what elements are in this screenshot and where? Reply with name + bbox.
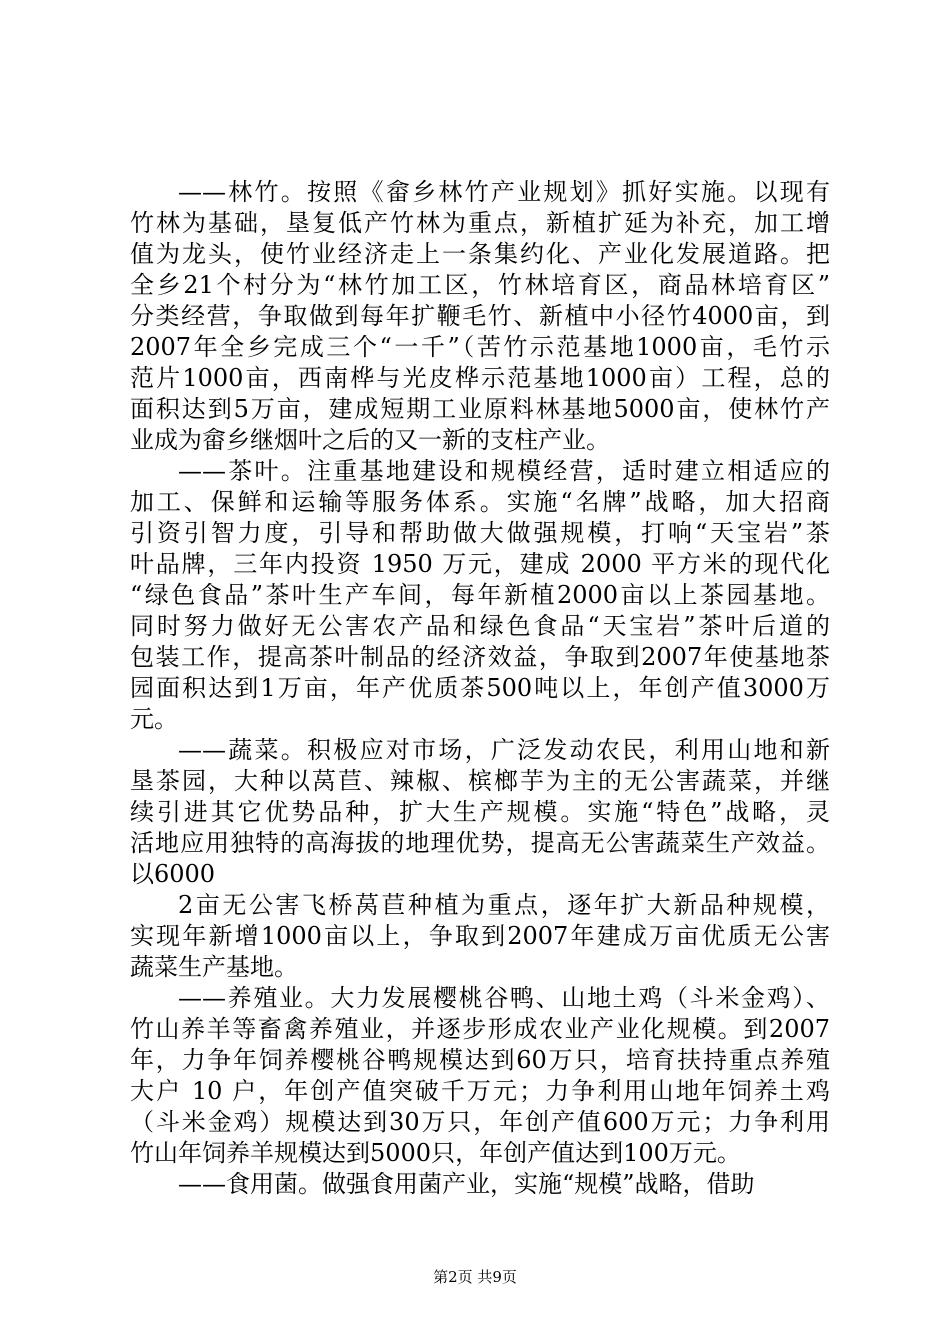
text-line: 叶品牌，三年内投资 1950 万元，建成 2000 平方米的现代化	[130, 550, 830, 578]
text-line: 引资引智力度，引导和帮助做大做强规模，打响“天宝岩”茶	[130, 519, 830, 547]
text-line: 元。	[130, 705, 178, 733]
text-line: 全乡21个村分为“林竹加工区，竹林培育区，商品林培育区”	[130, 271, 830, 299]
text-line: “绿色食品”茶叶生产车间，每年新植2000亩以上茶园基地。	[130, 581, 830, 609]
text-line: 2007年全乡完成三个“一千”（苦竹示范基地1000亩，毛竹示	[130, 333, 830, 361]
text-line: 2亩无公害飞桥莴苣种植为重点，逐年扩大新品种规模，	[178, 891, 830, 919]
text-line: 值为龙头，使竹业经济走上一条集约化、产业化发展道路。把	[130, 240, 830, 268]
text-line: 竹山养羊等畜禽养殖业，并逐步形成农业产业化规模。到2007	[130, 1015, 830, 1043]
text-line: 实现年新增1000亩以上，争取到2007年建成万亩优质无公害	[130, 922, 830, 950]
text-line: 加工、保鲜和运输等服务体系。实施“名牌”战略，加大招商	[130, 488, 830, 516]
text-line: 面积达到5万亩，建成短期工业原料林基地5000亩，使林竹产	[130, 395, 830, 423]
text-line: ——林竹。按照《畲乡林竹产业规划》抓好实施。以现有	[178, 178, 830, 206]
text-line: 竹林为基础，垦复低产竹林为重点，新植扩延为补充，加工增	[130, 209, 830, 237]
text-line: ——茶叶。注重基地建设和规模经营，适时建立相适应的	[178, 457, 830, 485]
text-line: 年，力争年饲养樱桃谷鸭规模达到60万只，培育扶持重点养殖	[130, 1046, 830, 1074]
text-line: 包装工作，提高茶叶制品的经济效益，争取到2007年使基地茶	[130, 643, 830, 671]
text-line: ——养殖业。大力发展樱桃谷鸭、山地土鸡（斗米金鸡）、	[178, 984, 830, 1012]
text-line: 同时努力做好无公害农产品和绿色食品“天宝岩”茶叶后道的	[130, 612, 830, 640]
text-line: ——蔬菜。积极应对市场，广泛发动农民，利用山地和新	[178, 736, 830, 764]
text-line: 分类经营，争取做到每年扩鞭毛竹、新植中小径竹4000亩，到	[130, 302, 830, 330]
text-line: 竹山年饲养羊规模达到5000只，年创产值达到100万元。	[130, 1139, 741, 1167]
page-number-footer: 第2页 共9页	[433, 1268, 517, 1286]
text-line: （斗米金鸡）规模达到30万只，年创产值600万元；力争利用	[130, 1108, 830, 1136]
text-line: 范片1000亩，西南桦与光皮桦示范基地1000亩）工程，总的	[130, 364, 830, 392]
text-line: 活地应用独特的高海拔的地理优势，提高无公害蔬菜生产效益。	[130, 829, 830, 857]
text-line: ——食用菌。做强食用菌产业，实施“规模”战略，借助	[178, 1170, 755, 1198]
text-line: 续引进其它优势品种，扩大生产规模。实施“特色”战略，灵	[130, 798, 830, 826]
text-line: 园面积达到1万亩，年产优质茶500吨以上，年创产值3000万	[130, 674, 830, 702]
text-line: 蔬菜生产基地。	[130, 953, 298, 981]
text-line: 业成为畲乡继烟叶之后的又一新的支柱产业。	[130, 426, 610, 454]
text-line: 垦茶园，大种以莴苣、辣椒、槟榔芋为主的无公害蔬菜，并继	[130, 767, 830, 795]
text-line: 大户 10 户，年创产值突破千万元；力争利用山地年饲养土鸡	[130, 1077, 830, 1105]
text-line: 以6000	[130, 860, 216, 888]
